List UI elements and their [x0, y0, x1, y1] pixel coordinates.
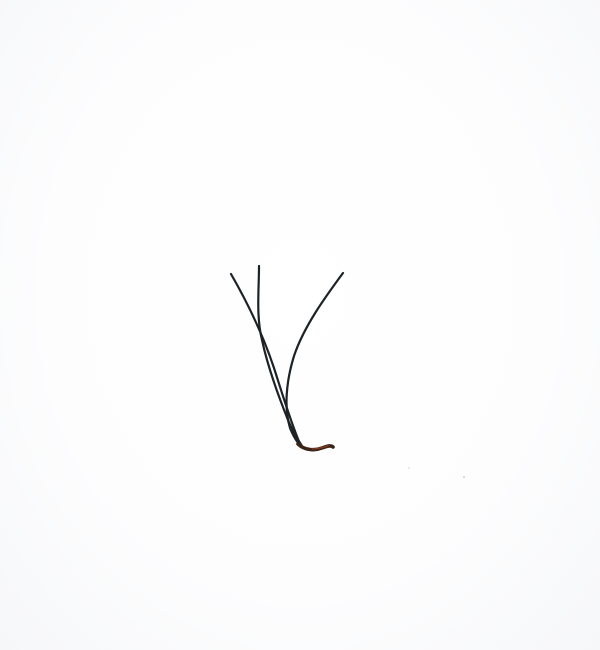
dust-speck [408, 467, 409, 468]
needle-middle [258, 266, 302, 446]
needle-right [287, 273, 343, 448]
dust-speck [463, 476, 465, 478]
needle-left [231, 274, 300, 444]
